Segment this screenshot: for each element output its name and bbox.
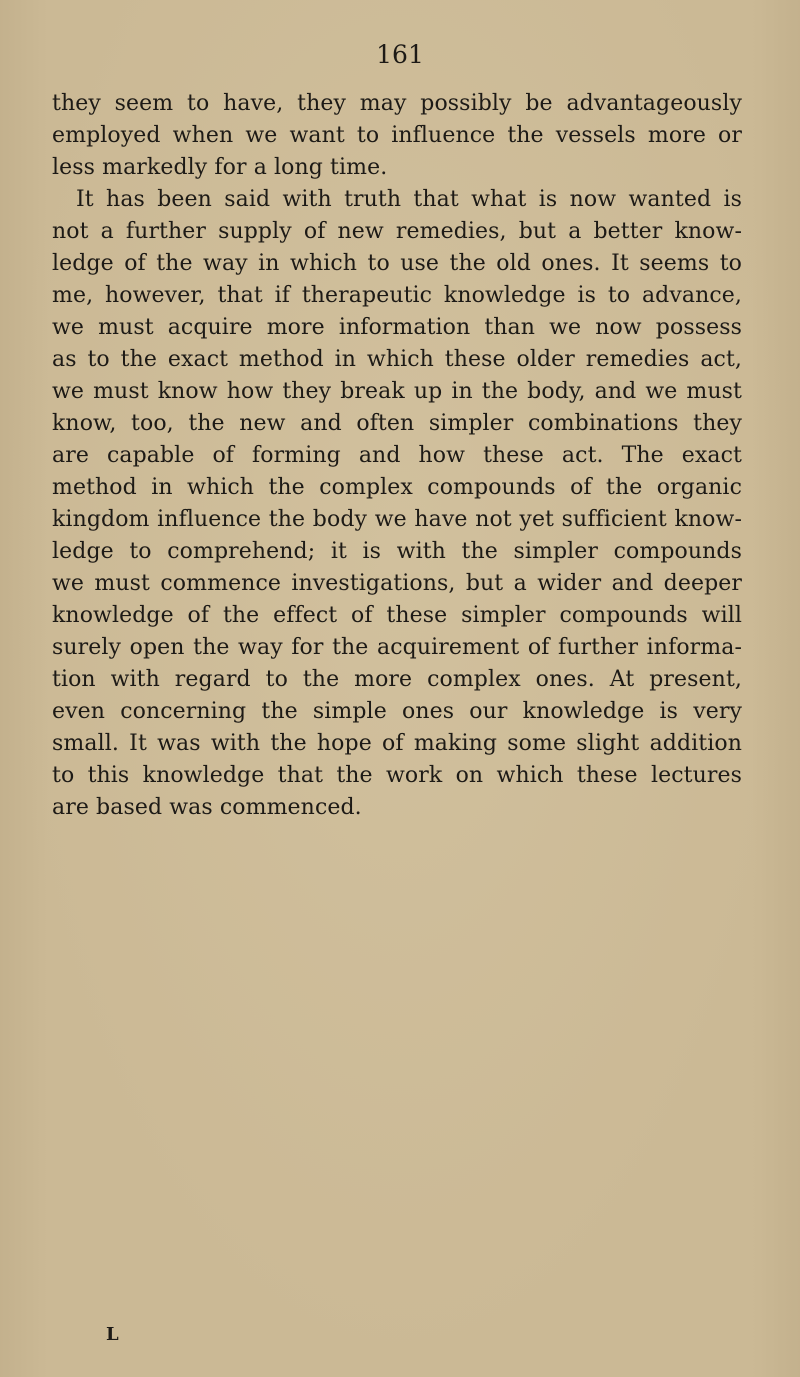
text-line: know, too, the new and often simpler combinations they	[52, 411, 742, 436]
text-line: ledge to comprehend; it is with the simpler compounds	[52, 539, 742, 564]
text-line: ledge of the way in which to use the old ones. It seems to	[52, 251, 742, 276]
text-line: surely open the way for the acquirement of further informa-	[52, 635, 742, 660]
text-line: method in which the complex compounds of the organic	[52, 475, 742, 500]
text-line: are capable of forming and how these act. The exact	[52, 443, 742, 468]
page-number: 161	[376, 40, 424, 69]
text-line: we must acquire more information than we now possess	[52, 315, 742, 340]
text-line: even concerning the simple ones our knowledge is very	[52, 699, 742, 724]
text-line: are based was commenced.	[52, 795, 362, 820]
text-line: not a further supply of new remedies, but a better know-	[52, 219, 742, 244]
text-line: kingdom influence the body we have not yet sufficient know-	[52, 507, 742, 532]
body-text	[52, 88, 742, 824]
text-line: to this knowledge that the work on which these lectures	[52, 763, 742, 788]
signature-mark: L	[106, 1324, 119, 1345]
text-line: small. It was with the hope of making some slight addition	[52, 731, 742, 756]
text-line: tion with regard to the more complex ones. At present,	[52, 667, 742, 692]
text-line: we must commence investigations, but a wider and deeper	[52, 571, 742, 596]
text-line: we must know how they break up in the body, and we must	[52, 379, 742, 404]
text-line: It has been said with truth that what is now wanted is	[76, 187, 742, 212]
text-line: me, however, that if therapeutic knowledge is to advance,	[52, 283, 742, 308]
text-line: less markedly for a long time.	[52, 155, 388, 180]
text-line: employed when we want to influence the vessels more or	[52, 123, 742, 148]
text-line: they seem to have, they may possibly be advantageously	[52, 91, 742, 116]
text-line: knowledge of the effect of these simpler compounds will	[52, 603, 742, 628]
text-line: as to the exact method in which these older remedies act,	[52, 347, 742, 372]
